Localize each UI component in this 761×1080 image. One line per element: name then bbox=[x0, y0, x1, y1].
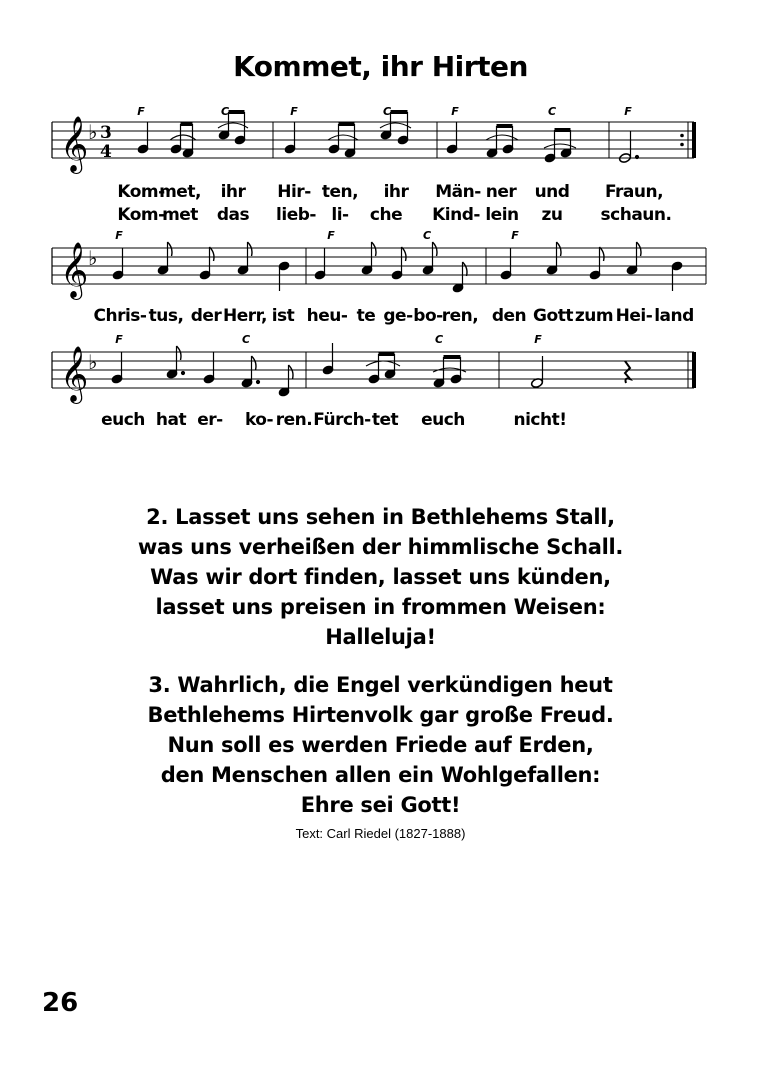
lyric-syllable: lein bbox=[485, 205, 519, 225]
lyric-syllable: zu bbox=[541, 205, 563, 225]
lyric-syllable: te bbox=[356, 306, 376, 326]
verse-line: Nun soll es werden Friede auf Erden, bbox=[167, 733, 594, 757]
verse-line: lasset uns preisen in frommen Weisen: bbox=[155, 595, 606, 619]
lyric-syllable: met, bbox=[159, 182, 201, 202]
sheet-music bbox=[0, 0, 761, 460]
lyric-syllable: ner bbox=[485, 182, 517, 202]
lyric-syllable: Herr, bbox=[223, 306, 267, 326]
staff-system-2 bbox=[52, 248, 706, 284]
song-title: Kommet, ihr Hirten bbox=[233, 50, 528, 83]
lyric-syllable: Fraun, bbox=[604, 182, 664, 202]
chord-symbol: F bbox=[511, 229, 519, 242]
lyric-syllable: und bbox=[534, 182, 570, 202]
lyric-syllable: Män- bbox=[435, 182, 481, 202]
lyric-syllable: ren, bbox=[441, 306, 479, 326]
lyric-syllable: Hir- bbox=[277, 182, 311, 202]
text-credit: Text: Carl Riedel (1827-1888) bbox=[295, 826, 466, 841]
flat-sign-icon: ♭ bbox=[88, 350, 98, 374]
lyric-syllable: euch bbox=[101, 410, 145, 430]
notes-system-1 bbox=[137, 112, 639, 163]
chord-symbol: C bbox=[220, 105, 230, 118]
lyric-syllable: tus, bbox=[148, 306, 184, 326]
verses bbox=[0, 502, 761, 838]
chord-symbol: C bbox=[422, 229, 432, 242]
verse-line: Bethlehems Hirtenvolk gar große Freud. bbox=[147, 703, 614, 727]
chord-symbol: C bbox=[382, 105, 392, 118]
verse-line: 3. Wahrlich, die Engel verkündigen heut bbox=[148, 673, 613, 697]
verse-line: was uns verheißen der himmlische Schall. bbox=[137, 535, 624, 559]
lyric-syllable: ko- bbox=[244, 410, 274, 430]
treble-clef-icon: 𝄞 bbox=[60, 116, 89, 172]
lyric-syllable: nicht! bbox=[513, 410, 567, 430]
lyric-syllable: tet bbox=[371, 410, 399, 430]
verse-2 bbox=[0, 502, 761, 652]
lyric-syllable: Kind- bbox=[432, 205, 480, 225]
chord-symbol: C bbox=[241, 333, 251, 346]
lyric-syllable: ist bbox=[271, 306, 295, 326]
lyric-syllable: met bbox=[162, 205, 198, 225]
lyric-syllable: ge- bbox=[383, 306, 413, 326]
lyric-syllable: schaun. bbox=[600, 205, 672, 225]
chord-symbol: F bbox=[290, 105, 298, 118]
lyric-syllable: das bbox=[216, 205, 250, 225]
flat-sign-icon: ♭ bbox=[88, 120, 98, 144]
lyric-syllable: zum bbox=[574, 306, 614, 326]
chord-symbol: F bbox=[624, 105, 632, 118]
treble-clef-icon: 𝄞 bbox=[60, 242, 89, 298]
chord-symbol: C bbox=[434, 333, 444, 346]
lyric-syllable: ren. bbox=[275, 410, 313, 430]
lyric-syllable: Kom- bbox=[117, 182, 165, 202]
chord-symbol: F bbox=[115, 333, 123, 346]
verse-line: 2. Lasset uns sehen in Bethlehems Stall, bbox=[146, 505, 615, 529]
lyric-syllable: hat bbox=[155, 410, 187, 430]
verse-line: Ehre sei Gott! bbox=[300, 793, 461, 817]
page-number: 26 bbox=[42, 988, 79, 1018]
time-signature-top: 3 bbox=[100, 123, 112, 143]
lyric-syllable: der bbox=[190, 306, 222, 326]
chord-symbol: F bbox=[451, 105, 459, 118]
chord-symbol: F bbox=[327, 229, 335, 242]
lyric-syllable: lieb- bbox=[276, 205, 316, 225]
lyric-syllable: ten, bbox=[321, 182, 359, 202]
lyric-syllable: che bbox=[369, 205, 403, 225]
lyric-syllable: Chris- bbox=[93, 306, 147, 326]
lyric-syllable: den bbox=[491, 306, 527, 326]
lyric-syllable: heu- bbox=[306, 306, 348, 326]
verse-line: den Menschen allen ein Wohlgefallen: bbox=[160, 763, 601, 787]
lyric-syllable: er- bbox=[197, 410, 223, 430]
chord-symbol: F bbox=[137, 105, 145, 118]
lyric-syllable: bo- bbox=[413, 306, 443, 326]
chord-symbol: C bbox=[547, 105, 557, 118]
verse-3 bbox=[0, 670, 761, 820]
lyric-syllable: Kom- bbox=[117, 205, 165, 225]
flat-sign-icon: ♭ bbox=[88, 246, 98, 270]
lyric-syllable: Fürch- bbox=[313, 410, 371, 430]
verse-line: Was wir dort finden, lasset uns künden, bbox=[150, 565, 611, 589]
lyric-syllable: land bbox=[654, 306, 694, 326]
lyric-syllable: euch bbox=[421, 410, 465, 430]
lyric-syllable: ihr bbox=[383, 182, 409, 202]
lyric-syllable: li- bbox=[331, 205, 349, 225]
notes-system-2 bbox=[112, 242, 683, 293]
chord-symbol: F bbox=[115, 229, 123, 242]
staff-system-1 bbox=[52, 122, 694, 158]
treble-clef-icon: 𝄞 bbox=[60, 346, 89, 402]
lyric-syllable: ihr bbox=[220, 182, 246, 202]
chord-symbol: F bbox=[534, 333, 542, 346]
time-signature-bottom: 4 bbox=[100, 142, 112, 162]
lyric-syllable: Gott bbox=[533, 306, 573, 326]
quarter-rest-icon bbox=[625, 361, 630, 383]
lyric-syllable: Hei- bbox=[615, 306, 653, 326]
verse-line: Halleluja! bbox=[325, 625, 436, 649]
